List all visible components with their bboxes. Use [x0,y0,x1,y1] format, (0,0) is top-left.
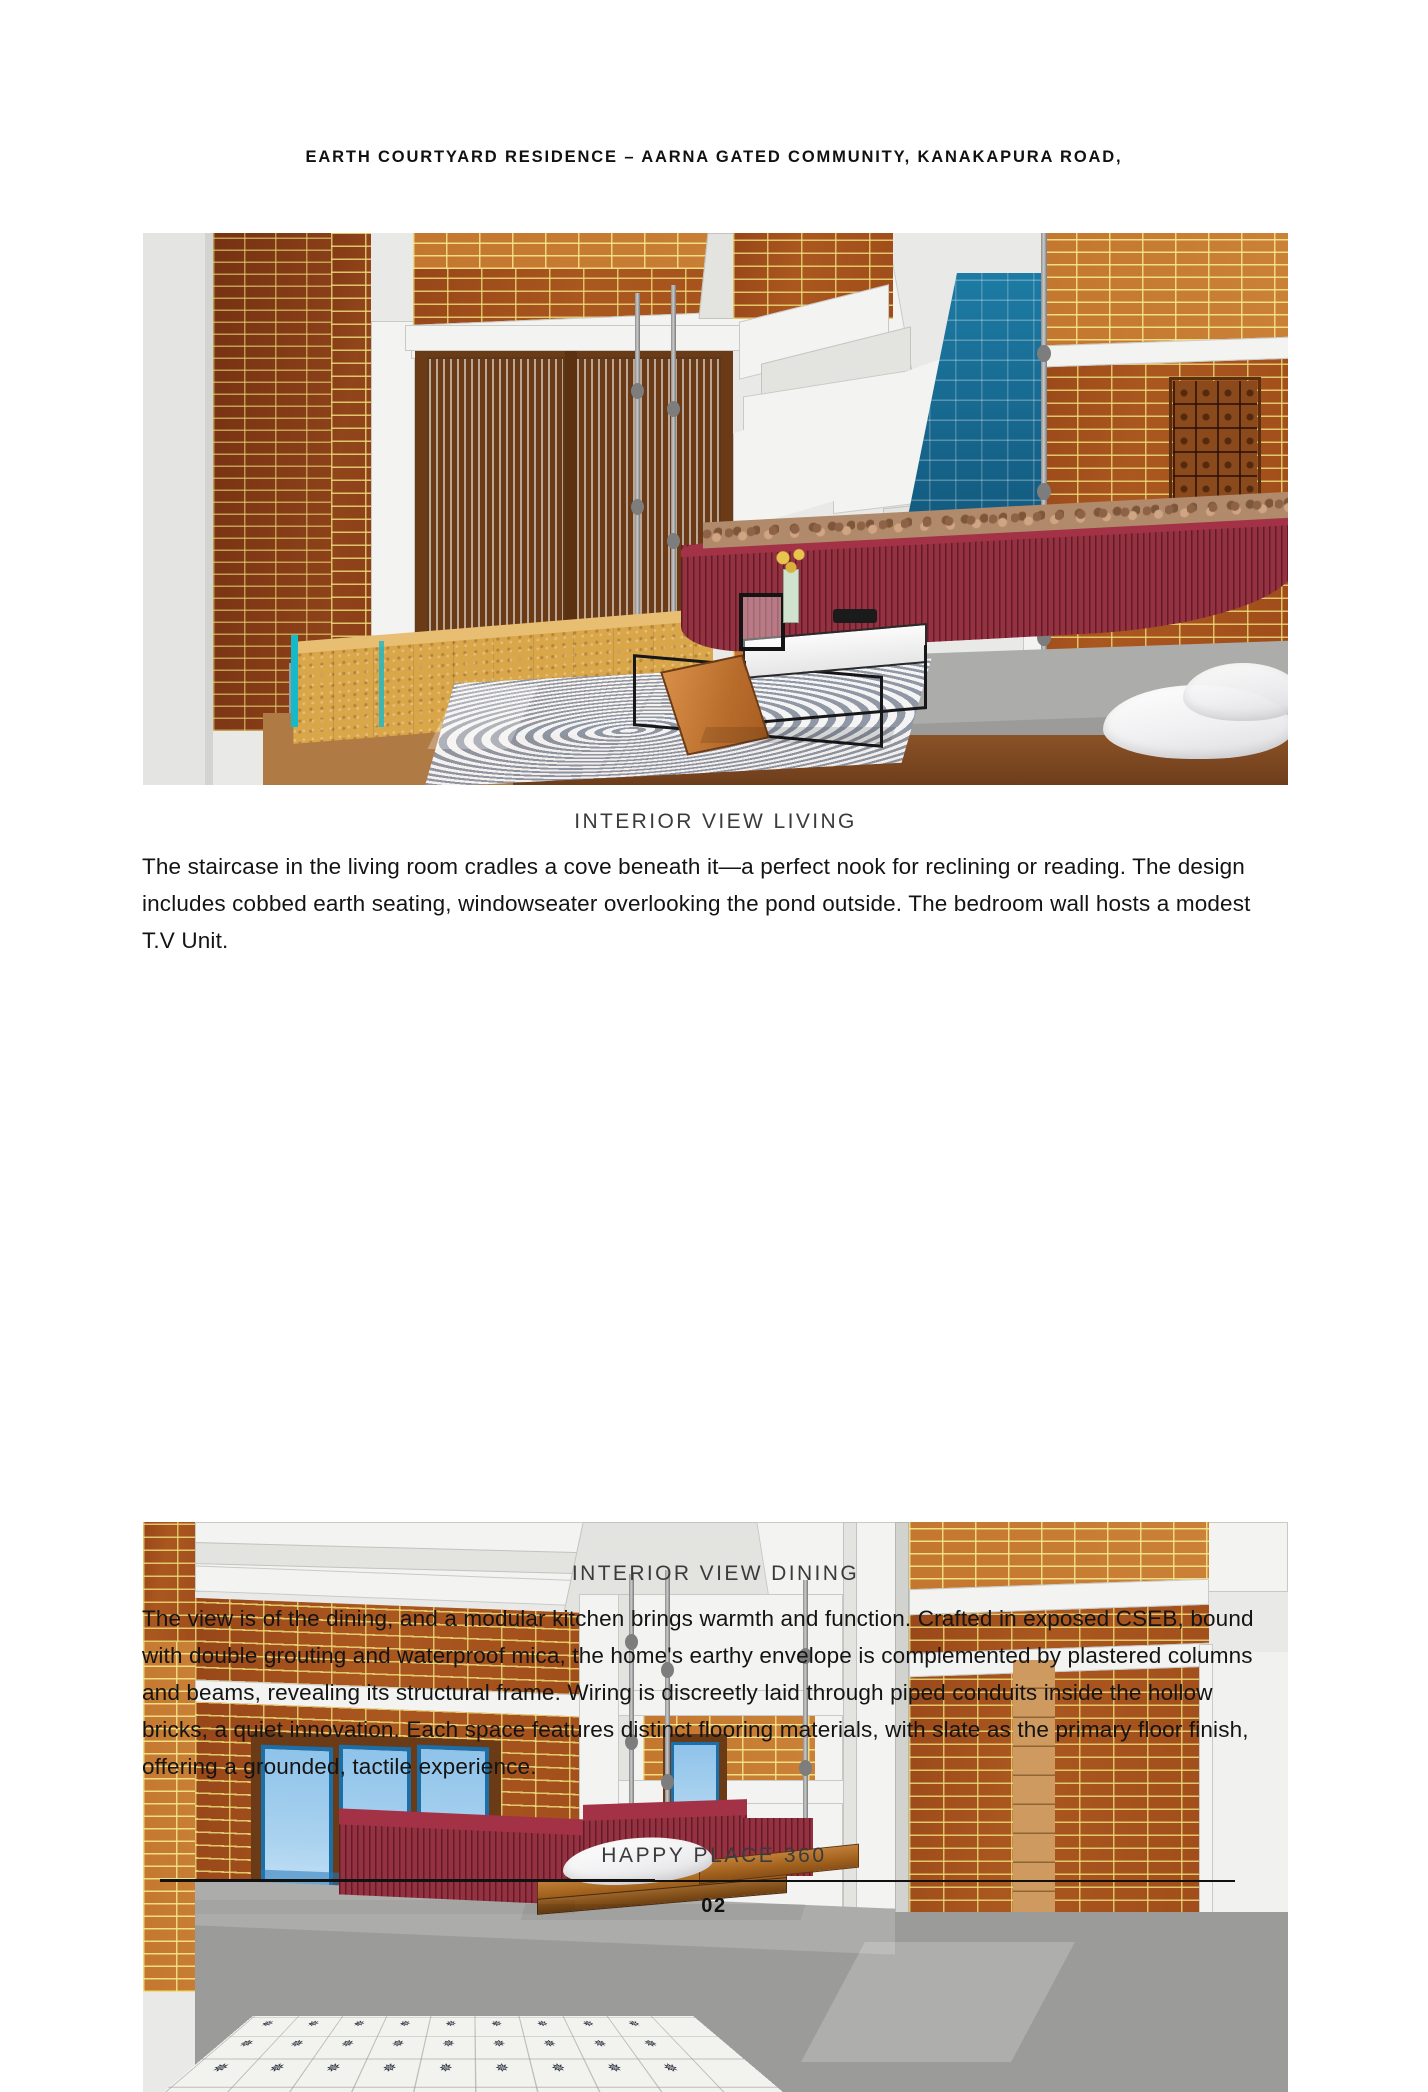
figure-caption-living: INTERIOR VIEW LIVING [574,810,857,833]
footer-divider-left [160,1879,655,1882]
render-living-scene [143,233,1288,785]
figure-caption-dining: INTERIOR VIEW DINING [571,1562,860,1585]
footer-divider [160,1879,1235,1883]
render-dining-scene: ✵ ✵ ✵ ✵ ✵ ✵ ✵ ✵ ✵ ✵ ✵ ✵ ✵ ✵ ✵ ✵ ✵ ✵ ✵ ✵ ✵ ✵ ✵ ✵ ✵ ✵ ✵ [143,1522,1288,2092]
figure-interior-view-living [143,233,1288,785]
footer-brand: HAPPY PLACE 360 [601,1844,827,1867]
paragraph-dining: The view is of the dining, and a modular kitchen brings warmth and function. Crafted in exposed CSEB, bound with double grouting and waterproof mica, the home's earthy envelope is complemented by plastered columns and beams, revealing its structural frame. Wiring is discreetly laid through piped conduits inside the hollow bricks, a quiet innovation. Each space features distinct flooring materials, with slate as the primary floor finish, offering a grounded, tactile experience. [142,1606,1254,1779]
page-number: 02 [701,1895,727,1917]
paragraph-living: The staircase in the living room cradles a cove beneath it—a perfect nook for reclining or reading. The design includes cobbed earth seating, windowseater overlooking the pond outside. The bedroom wall hosts a modest T.V Unit. [142,854,1251,953]
footer-divider-right [655,1880,1236,1882]
page-title: EARTH COURTYARD RESIDENCE – AARNA GATED COMMUNITY, KANAKAPURA ROAD, [305,148,1123,166]
